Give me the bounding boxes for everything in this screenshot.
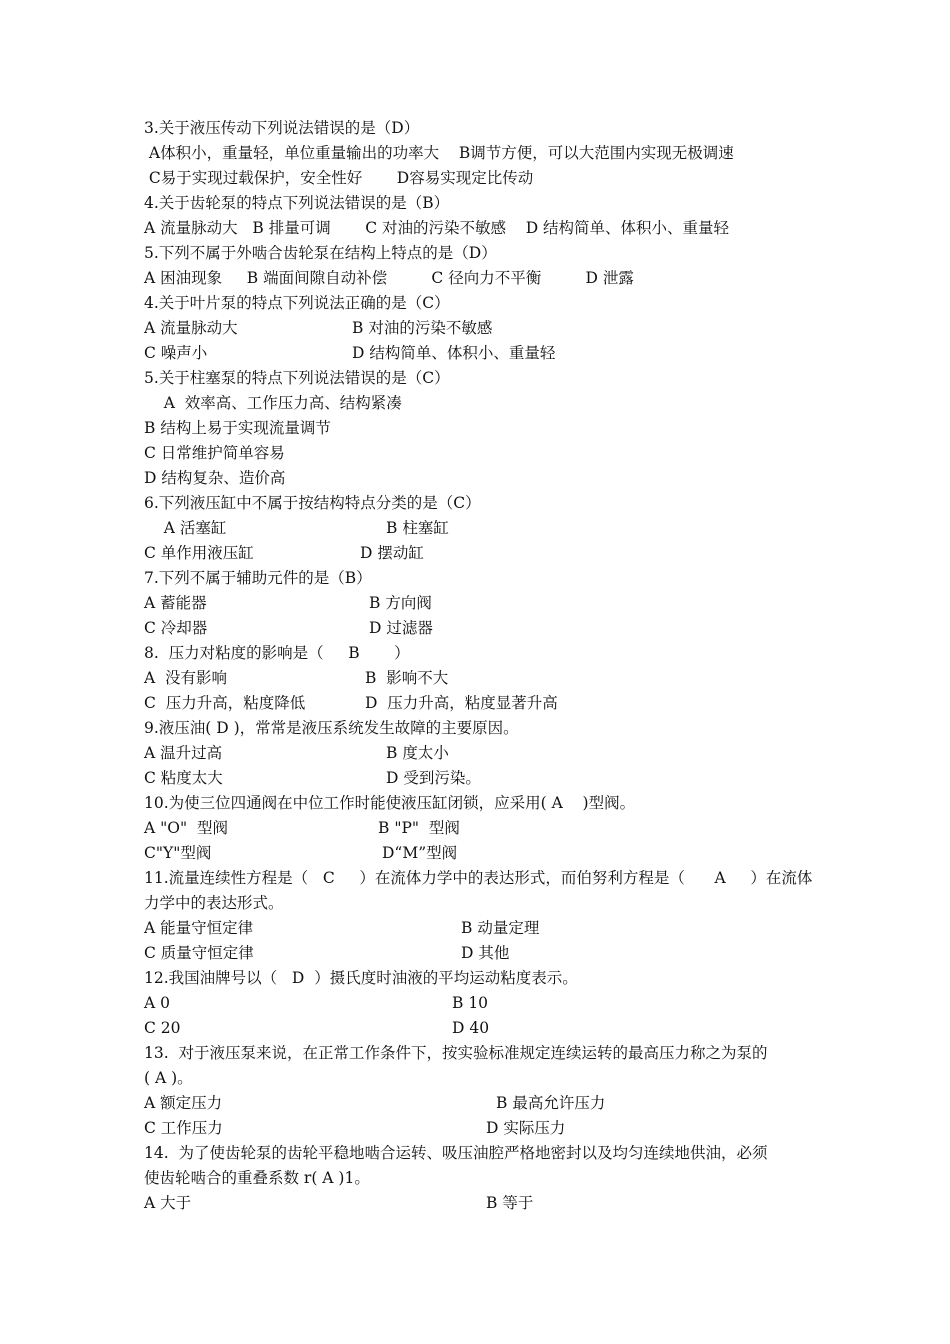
text-line: 14. 为了使齿轮泵的齿轮平稳地啮合运转、吸压油腔严格地密封以及均匀连续地供油，必须 (144, 1144, 768, 1162)
text-line: 10.为使三位四通阀在中位工作时能使液压缸闭锁，应采用( A )型阀。 (144, 794, 636, 812)
option-left: A 额定压力 (144, 1094, 223, 1112)
option-right: D“M”型阀 (382, 844, 458, 862)
text-line: C易于实现过载保护，安全性好 D容易实现定比传动 (144, 169, 534, 187)
option-left: A "O" 型阀 (144, 819, 228, 837)
text-line: 4.关于叶片泵的特点下列说法正确的是（C） (144, 294, 450, 312)
option-right: B 动量定理 (461, 919, 540, 937)
text-line: C 日常维护简单容易 (144, 444, 285, 462)
option-left: C 质量守恒定律 (144, 944, 254, 962)
option-right: B "P" 型阀 (378, 819, 460, 837)
option-right: D 摆动缸 (360, 544, 424, 562)
text-line: 12.我国油牌号以（ D ）摄氏度时油液的平均运动粘度表示。 (144, 969, 578, 987)
option-right: B 最高允许压力 (496, 1094, 606, 1112)
text-line: D 结构复杂、造价高 (144, 469, 286, 487)
option-left: A 温升过高 (144, 744, 223, 762)
option-left: A 0 (144, 994, 170, 1012)
text-line: 4.关于齿轮泵的特点下列说法错误的是（B） (144, 194, 450, 212)
option-left: C 单作用液压缸 (144, 544, 254, 562)
text-line: 6.下列液压缸中不属于按结构特点分类的是（C） (144, 494, 481, 512)
text-line: ( A )。 (144, 1069, 193, 1087)
option-right: D 受到污染。 (386, 769, 481, 787)
text-line: 7.下列不属于辅助元件的是（B） (144, 569, 372, 587)
option-left: C 粘度太大 (144, 769, 223, 787)
option-left: C 噪声小 (144, 344, 208, 362)
option-left: A 蓄能器 (144, 594, 207, 612)
option-right: D 实际压力 (486, 1119, 566, 1137)
option-left: A 活塞缸 (144, 519, 227, 537)
text-line: 5.下列不属于外啮合齿轮泵在结构上特点的是（D） (144, 244, 497, 262)
text-line: A 流量脉动大 B 排量可调 C 对油的污染不敏感 D 结构简单、体积小、重量轻 (144, 219, 730, 237)
option-right: B 影响不大 (365, 669, 449, 687)
option-right: B 10 (452, 994, 489, 1012)
option-right: B 对油的污染不敏感 (352, 319, 493, 337)
text-line: 力学中的表达形式。 (144, 894, 284, 912)
text-line: 9.液压油( D )，常常是液压系统发生故障的主要原因。 (144, 719, 519, 737)
text-line: B 结构上易于实现流量调节 (144, 419, 331, 437)
option-left: A 能量守恒定律 (144, 919, 254, 937)
option-right: B 柱塞缸 (386, 519, 449, 537)
text-line: A 效率高、工作压力高、结构紧凑 (144, 394, 402, 412)
option-left: C 工作压力 (144, 1119, 223, 1137)
option-right: B 等于 (486, 1194, 534, 1212)
option-left: A 大于 (144, 1194, 192, 1212)
text-line: A 困油现象 B 端面间隙自动补偿 C 径向力不平衡 D 泄露 (144, 269, 634, 287)
text-line: 使齿轮啮合的重叠系数 r( A )1。 (144, 1169, 370, 1187)
option-right: B 度太小 (386, 744, 449, 762)
option-right: D 压力升高，粘度显著升高 (365, 694, 558, 712)
option-left: C 冷却器 (144, 619, 208, 637)
text-line: 11.流量连续性方程是（ C ）在流体力学中的表达形式，而伯努利方程是（ A ）在流体 (144, 869, 813, 887)
option-right: D 其他 (461, 944, 510, 962)
text-line: 3.关于液压传动下列说法错误的是（D） (144, 119, 420, 137)
option-left: C"Y"型阀 (144, 844, 212, 862)
option-left: C 20 (144, 1019, 181, 1037)
option-left: C 压力升高，粘度降低 (144, 694, 306, 712)
text-line: 13. 对于液压泵来说，在正常工作条件下，按实验标准规定连续运转的最高压力称之为泵的 (144, 1044, 768, 1062)
text-line: A体积小，重量轻，单位重量输出的功率大 B调节方便，可以大范围内实现无极调速 (144, 144, 734, 162)
text-line: 8. 压力对粘度的影响是（ B ） (144, 644, 410, 662)
option-right: B 方向阀 (369, 594, 432, 612)
option-left: A 流量脉动大 (144, 319, 238, 337)
option-right: D 40 (452, 1019, 490, 1037)
option-right: D 结构简单、体积小、重量轻 (352, 344, 556, 362)
option-right: D 过滤器 (369, 619, 433, 637)
text-line: 5.关于柱塞泵的特点下列说法错误的是（C） (144, 369, 450, 387)
option-left: A 没有影响 (144, 669, 228, 687)
